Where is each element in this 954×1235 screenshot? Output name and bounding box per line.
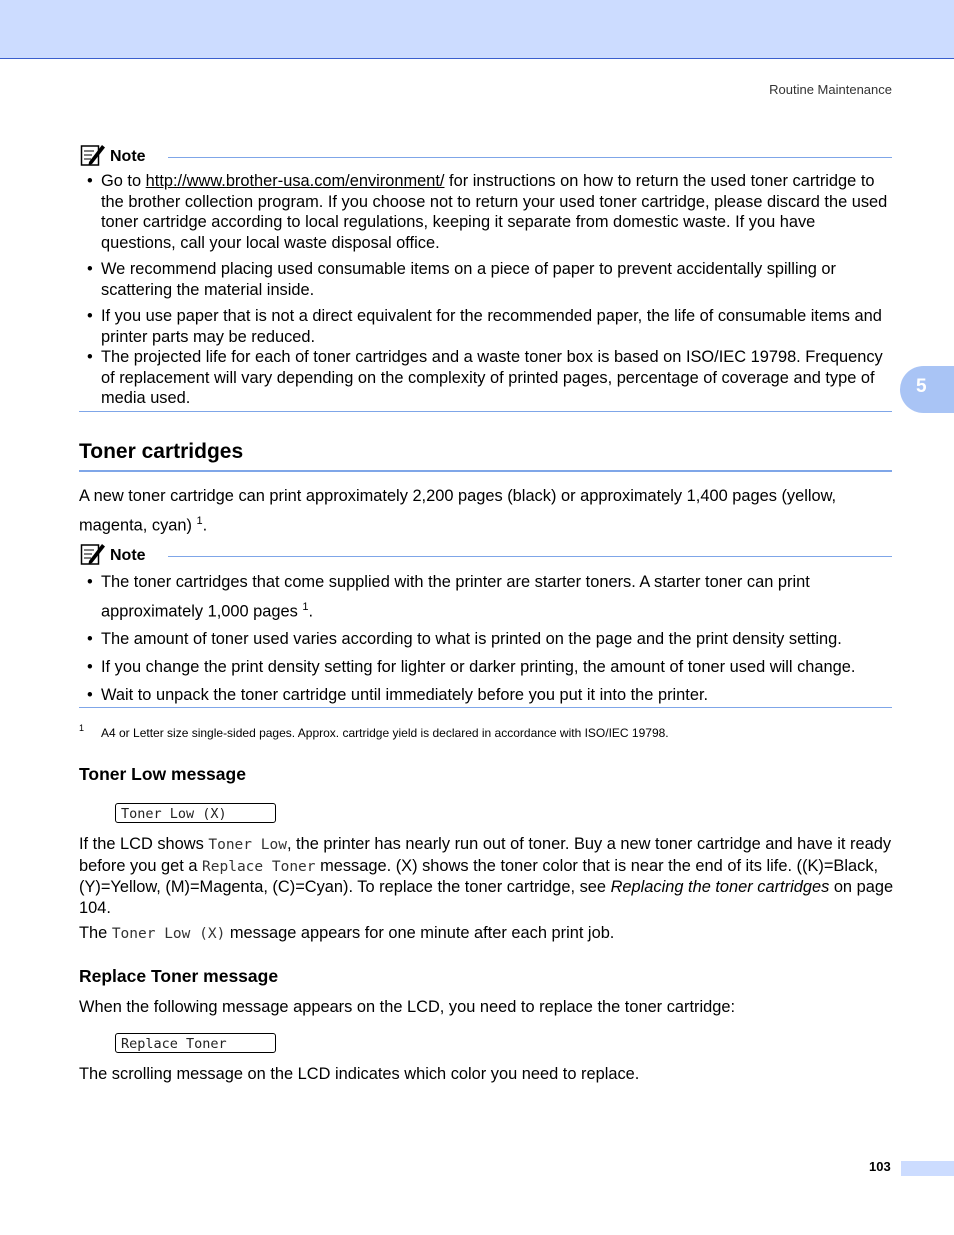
replace-toner-title: Replace Toner message (79, 966, 279, 986)
chapter-tab[interactable] (900, 366, 954, 413)
toner-low-note (79, 923, 895, 945)
note-label: Note (110, 148, 146, 165)
note-list (80, 171, 892, 409)
note-list (80, 570, 892, 708)
para-text: on page 104. (79, 878, 894, 917)
running-header: Routine Maintenance (769, 82, 892, 97)
footnote-text: A4 or Letter size single-sided pages. Approx. cartridge yield is declared in accordance with ISO/IEC 19798. (101, 726, 669, 740)
note-rule (168, 157, 892, 158)
list-item (80, 171, 892, 253)
footnote-number: 1 (79, 723, 85, 733)
lcd-display: Replace Toner (115, 1033, 276, 1053)
section-rule (79, 470, 892, 472)
list-item: • If you use paper that is not a direct equivalent for the recommended paper, the life of consumable items and printer parts may be reduced. (80, 306, 892, 347)
toner-low-paragraph (79, 834, 895, 918)
footnote-ref[interactable]: 1 (196, 515, 203, 527)
header-band (0, 0, 954, 59)
list-item: • The amount of toner used varies according to what is printed on the page and the print density setting. (80, 627, 892, 652)
bullet-text: for instructions on how to return the used toner cartridge to the brother collection program. If you choose not to return your used toner cartridge, please discard the used toner cartridge according to local regulations, keeping it separate from domestic waste. If you have questions, call your local waste disposal office. (101, 172, 888, 252)
bullet-text: The toner cartridges that come supplied with the printer are starter toners. A starter toner can print approximately 1,000 pages (101, 573, 810, 621)
page-number-bar (901, 1161, 954, 1176)
list-item: • We recommend placing used consumable items on a piece of paper to prevent accidentally spilling or scattering the material inside. (80, 259, 892, 300)
note-label: Note (110, 547, 146, 564)
footnote-ref[interactable]: 1 (302, 601, 309, 613)
intro-text: A new toner cartridge can print approximately 2,200 pages (black) or approximately 1,400 pages (yellow, magenta, cyan) (79, 487, 837, 535)
environment-link[interactable]: http://www.brother-usa.com/environment/ (145, 172, 445, 190)
para-text: The (79, 924, 112, 942)
note-end-rule (79, 707, 892, 708)
lcd-message-code: Replace Toner (202, 858, 316, 875)
replace-toner-paragraph: When the following message appears on the LCD, you need to replace the toner cartridge: (79, 998, 736, 1016)
lcd-message-code: Toner Low (X) (111, 926, 226, 942)
note-rule (168, 556, 892, 557)
note-end-rule (79, 411, 892, 412)
note-header (80, 143, 892, 167)
bullet-end: . (308, 602, 314, 621)
para-text: message appears for one minute after each print job. (225, 924, 615, 942)
note-pencil-icon (80, 542, 106, 566)
cross-reference[interactable]: Replacing the toner cartridges (610, 878, 830, 896)
para-text: message. (X) shows the toner color that is near the end of its life. ((K)=Black, (Y)=Yellow, (M)=Magenta, (C)=Cyan). To replace the toner cartridge, see (79, 856, 879, 896)
replace-toner-note: The scrolling message on the LCD indicates which color you need to replace. (79, 1065, 640, 1083)
intro-end: . (202, 516, 208, 535)
toner-low-title: Toner Low message (79, 764, 246, 784)
lcd-display: Toner Low (X) (115, 803, 276, 823)
list-item: • If you change the print density setting for lighter or darker printing, the amount of toner used will change. (80, 655, 892, 680)
note-pencil-icon (80, 143, 106, 167)
lcd-message-code: Toner Low (208, 837, 287, 853)
list-item: • The projected life for each of toner cartridges and a waste toner box is based on ISO/IEC 19798. Frequency of replacement will vary depending on the complexity of printed pages, percentage of coverage and type of media used. (80, 347, 892, 409)
note-header (80, 542, 892, 566)
bullet-text: Go to (101, 172, 146, 190)
intro-paragraph (79, 484, 895, 538)
para-text: , the printer has nearly run out of toner. Buy a new toner cartridge and have it ready before you get a (79, 835, 892, 875)
chapter-number: 5 (916, 376, 927, 397)
para-text: If the LCD shows (79, 835, 209, 853)
page-number: 103 (869, 1159, 891, 1174)
list-item (80, 570, 892, 624)
list-item: • Wait to unpack the toner cartridge until immediately before you put it into the printer. (80, 683, 892, 708)
section-title: Toner cartridges (79, 440, 244, 463)
